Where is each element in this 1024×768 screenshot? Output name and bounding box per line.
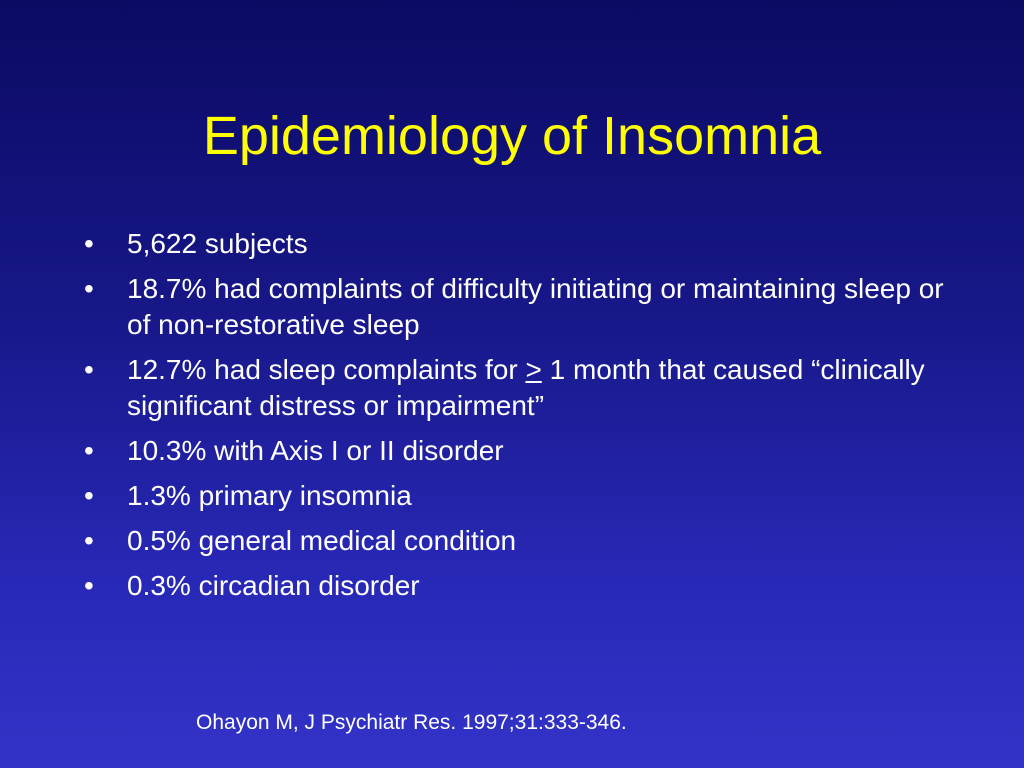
bullet-text: 18.7% had complaints of difficulty initiating or maintaining sleep or of non-restorative sleep [127,273,944,340]
bullet-icon: • [84,570,94,601]
bullet-icon: • [84,273,94,304]
bullet-item [84,271,964,343]
bullet-icon: • [84,525,94,556]
bullet-text: 0.5% general medical condition [127,525,517,556]
bullet-icon: • [84,435,94,466]
bullet-item [84,568,964,604]
bullet-text: 0.3% circadian disorder [127,570,420,601]
bullet-item [84,478,964,514]
bullet-text: 5,622 subjects [127,228,308,259]
bullet-item [84,433,964,469]
bullet-text-post: 1 month that caused “clinically significant distress or impairment” [127,354,925,421]
bullet-icon: • [84,354,94,385]
citation: Ohayon M, J Psychiatr Res. 1997;31:333-346. [196,711,627,734]
bullet-text-pre: 12.7% had sleep complaints for [127,354,526,385]
bullet-icon: • [84,228,94,259]
bullet-item [84,352,964,424]
slide-title: Epidemiology of Insomnia [202,106,822,166]
bullet-text [127,354,925,421]
bullet-text: 1.3% primary insomnia [127,480,412,511]
bullet-item [84,226,964,262]
bullet-icon: • [84,480,94,511]
bullet-text: 10.3% with Axis I or II disorder [127,435,504,466]
bullet-list [84,226,964,613]
greater-equal-symbol: > [525,354,542,385]
bullet-item [84,523,964,559]
